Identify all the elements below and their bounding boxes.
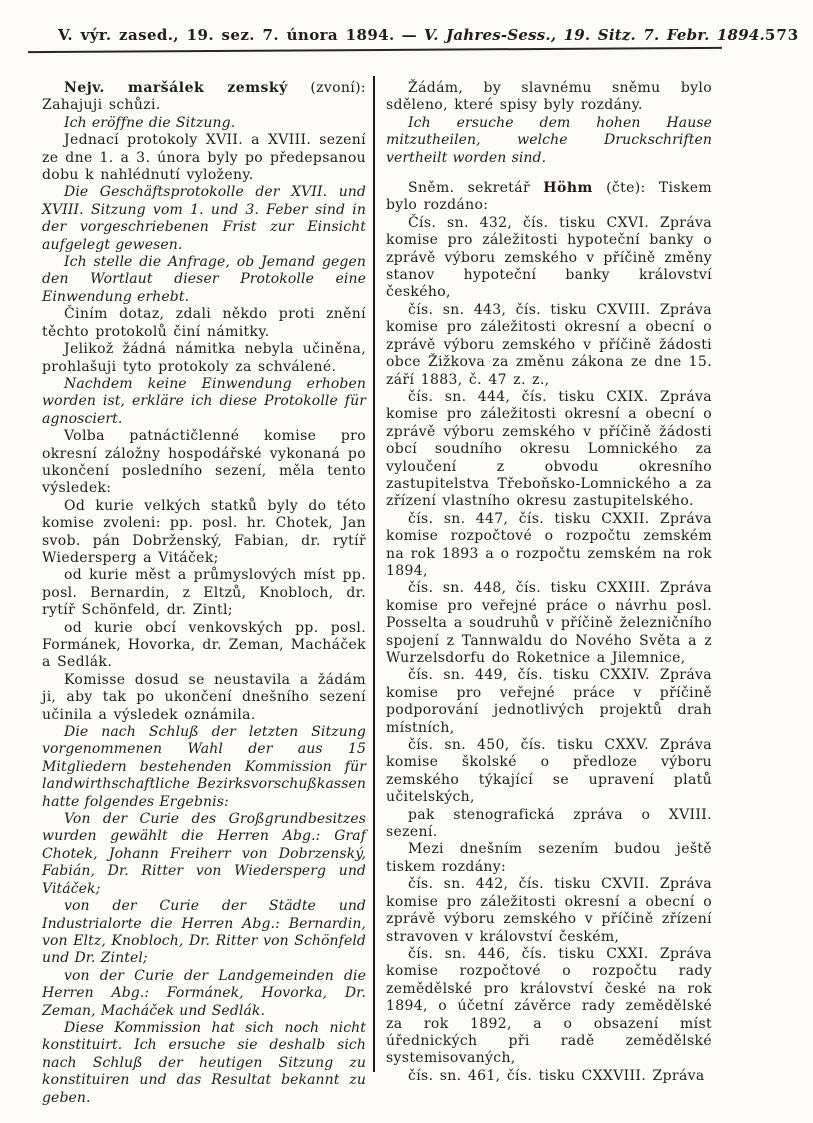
paragraph: Sněm. sekretář Höhm (čte): Tiskem bylo rozdáno: [386, 180, 712, 214]
page-number: 573 [764, 26, 800, 44]
paragraph: Nejv. maršálek zemský (zvoní): Zahajuji schůzi. [42, 80, 366, 114]
paragraph: Žádám, by slavnému sněmu bylo sděleno, které spisy byly rozdány. [386, 80, 712, 114]
paragraph: čís. sn. 442, čís. tisku CXVII. Zpráva komise pro záležitosti okresní a obecní o zprávě výboru zemského v příčině zřízení stravoven v království českém, [386, 876, 712, 945]
paragraph: čís. sn. 446, čís. tisku CXXI. Zpráva komise rozpočtové o rozpočtu rady zemědělské pro království české na rok 1894, o účetní závěrce rady zemědělské za rok 1892, a o obsazení míst úřednických při radě zemědělské systemisovaných, [386, 945, 712, 1067]
paragraph: čís. sn. 444, čís. tisku CXIX. Zpráva komise pro záležitosti okresní a obecní o zprávě výboru zemského v příčině žádosti obcí soudního okresu Lomnického za vyloučení z obvodu okresního zastupitelstva Třeboňsko-Lomnického a za zřízení vlastního okresu zastupitelského. [386, 388, 712, 510]
paragraph: von der Curie der Landgemeinden die Herren Abg.: Formánek, Hovorka, Dr. Zeman, Macháček und Sedlák. [42, 967, 366, 1019]
paragraph: Mezi dnešním sezením budou ještě tiskem rozdány: [386, 841, 712, 875]
header-separator: — [401, 26, 418, 44]
paragraph: Činím dotaz, zdali někdo proti znění těchto protokolů činí námitky. [42, 306, 366, 340]
paragraph: von der Curie der Städte und Industrialorte die Herren Abg.: Bernardin, von Eltz, Knobloch, Dr. Ritter von Schönfeld und Dr. Zintel; [42, 898, 366, 967]
header-rule [28, 47, 722, 53]
paragraph: Ich ersuche dem hohen Hause mitzutheilen, welche Druckschriften vertheilt worden sind. [386, 114, 712, 166]
paragraph: Volba patnáctičlenné komise pro okresní záložny hospodářské vykonaná po ukončení posledního sezení, měla tento výsledek: [42, 428, 366, 497]
paragraph: Die nach Schluß der letzten Sitzung vorgenommenen Wahl der aus 15 Mitgliedern bestehenden Kommission für landwirthschaftliche Bezirksvorschußkassen hatte folgendes Ergebnis: [42, 724, 366, 810]
paragraph: čís. sn. 449, čís. tisku CXXIV. Zpráva komise pro veřejné práce v příčině podporování jednotlivých projektů drah místních, [386, 667, 712, 736]
paragraph: Komisse dosud se neustavila a žádám ji, aby tak po ukončení dnešního sezení učinila a výsledek oznámila. [42, 671, 366, 723]
paragraph: čís. sn. 443, čís. tisku CXVIII. Zpráva komise pro záležitosti okresní a obecní o zprávě výboru zemského v příčině žádosti obce Žižkova za změnu zákona ze dne 15. září 1883, č. 47 z. z., [386, 301, 712, 388]
paragraph: Diese Kommission hat sich noch nicht konstituirt. Ich ersuche sie deshalb sich nach Schluß der heutigen Sitzung zu konstituiren und das Resultat bekannt zu geben. [42, 1019, 366, 1106]
left-column [42, 80, 366, 1107]
paragraph: Jednací protokoly XVII. a XVIII. sezení ze dne 1. a 3. února byly po předepsanou dobu k nahlédnutí vyloženy. [42, 132, 366, 184]
paragraph: Von der Curie des Großgrundbesitzes wurden gewählt die Herren Abg.: Graf Chotek, Johann Freiherr von Dobrzenský, Fabián, Dr. Ritter von Wiedersperg und Vitáček; [42, 811, 366, 897]
paragraph: Od kurie velkých statků byly do této komise zvoleni: pp. posl. hr. Chotek, Jan svob. pán Dobrženský, Fabian, dr. rytíř Wiedersperg a Vitáček; [42, 497, 366, 566]
right-column [386, 80, 712, 1085]
header-session-german: V. Jahres-Sess., 19. Sitz. 7. Febr. 1894. [424, 26, 765, 44]
paragraph: Ich eröffne die Sitzung. [64, 114, 236, 131]
running-head [58, 26, 800, 44]
paragraph: čís. sn. 447, čís. tisku CXXII. Zpráva komise rozpočtové o rozpočtu zemském na rok 1893 a o rozpočtu zemském na rok 1894, [386, 510, 712, 579]
paragraph: čís. sn. 448, čís. tisku CXXIII. Zpráva komise pro veřejné práce o návrhu posl. Posselta a soudruhů v příčině železničního spojení z Tannwaldu do Nového Světa a z Wurzelsdorfu do Roketnice a Jilemnice, [386, 580, 712, 666]
paragraph: od kurie měst a průmyslových míst pp. posl. Bernardin, z Eltzů, Knobloch, dr. rytíř Schönfeld, dr. Zintl; [42, 567, 366, 619]
paragraph: čís. sn. 450, čís. tisku CXXV. Zpráva komise školské o předloze výboru zemského týkající se upravení platů učitelských, [386, 737, 712, 806]
paragraph: Ich stelle die Anfrage, ob Jemand gegen den Wortlaut dieser Protokolle eine Einwendung erhebt. [42, 254, 366, 305]
paragraph: pak stenografická zpráva o XVIII. sezení. [386, 806, 712, 841]
header-session-czech: V. výr. zased., 19. sez. 7. února 1894. [58, 26, 395, 44]
speaker-name: Nejv. maršálek zemský [64, 80, 288, 96]
speaker-name: Höhm [543, 180, 593, 197]
paragraph: Čís. sn. 432, čís. tisku CXVI. Zpráva komise pro záležitosti hypoteční banky o zprávě výboru zemského v příčině změny stanov hypoteční banky království českého, [386, 214, 712, 301]
column-divider [373, 76, 375, 1072]
paragraph: Jelikož žádná námitka nebyla učiněna, prohlašuji tyto protokoly za schválené. [42, 341, 366, 375]
paragraph: Nachdem keine Einwendung erhoben worden ist, erkläre ich diese Protokolle für agnosciert. [42, 375, 366, 427]
paragraph: čís. sn. 461, čís. tisku CXXVIII. Zpráva [408, 1067, 705, 1084]
paragraph: od kurie obcí venkovských pp. posl. Formánek, Hovorka, dr. Zeman, Macháček a Sedlák. [42, 619, 366, 671]
paragraph: Die Geschäftsprotokolle der XVII. und XVIII. Sitzung vom 1. und 3. Feber sind in der vorgeschriebenen Frist zur Einsicht aufgelegt gewesen. [42, 184, 366, 253]
